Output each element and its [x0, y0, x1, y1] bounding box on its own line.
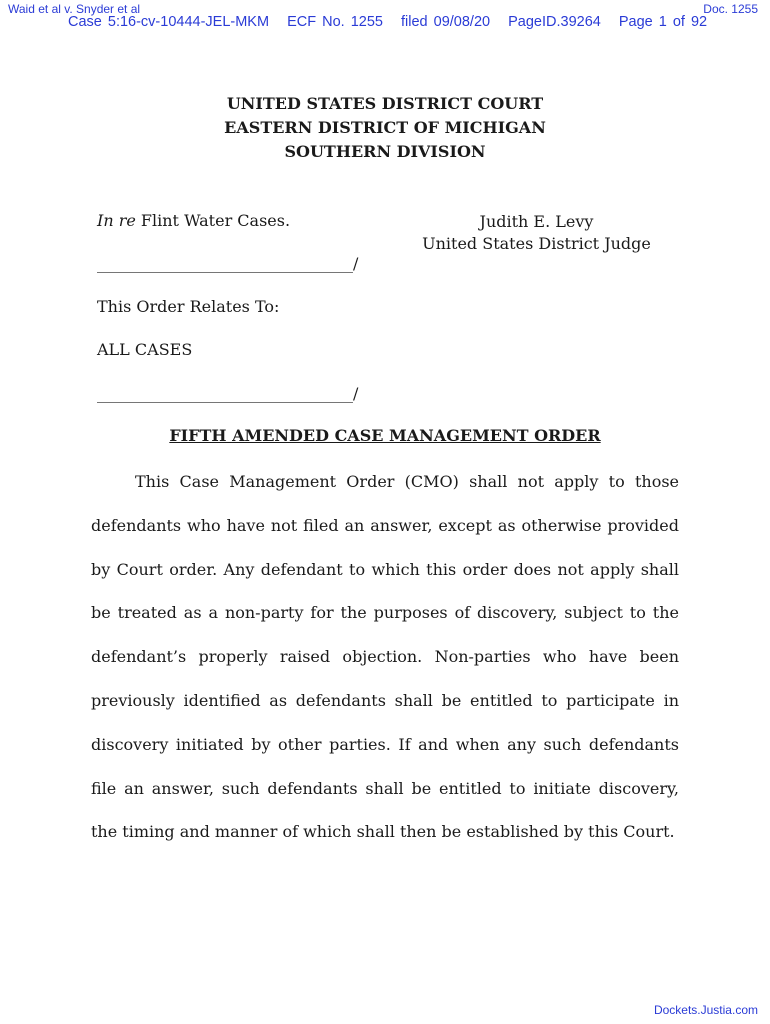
doc-number: Doc. 1255	[703, 2, 758, 16]
in-re-italic: In re	[97, 211, 136, 230]
case-caption	[97, 211, 290, 230]
judge-name: Judith E. Levy	[479, 212, 594, 231]
case-party-header: Waid et al v. Snyder et al	[8, 2, 141, 16]
court-line-1: UNITED STATES DISTRICT COURT	[226, 94, 544, 113]
court-line-3: SOUTHERN DIVISION	[284, 142, 486, 161]
relates-to: This Order Relates To:	[97, 297, 280, 316]
order-title: FIFTH AMENDED CASE MANAGEMENT ORDER	[169, 426, 601, 445]
body-paragraph: This Case Management Order (CMO) shall not apply to those defendants who have not filed an answer, except as otherwise provided by Court order. Any defendant to which this order does not apply shall be treated as a non-party for the purposes of discovery, subject to the defendant’s properly raised objection. Non-parties who have been previously identified as defendants shall be entitled to participate in discovery initiated by other parties. If and when any such defendants file an answer, such defendants shall be entitled to initiate discovery, the timing and manner of which shall then be established by this Court.	[91, 472, 679, 842]
case-number: Case 5:16-cv-10444-JEL-MKM	[68, 14, 270, 30]
page-count: Page 1 of 92	[618, 14, 708, 30]
all-cases: ALL CASES	[97, 340, 193, 359]
caption-rule-2: ________________________________/	[97, 384, 359, 403]
page-id: PageID.39264	[508, 14, 601, 30]
court-line-2: EASTERN DISTRICT OF MICHIGAN	[224, 118, 546, 137]
ecf-number: ECF No. 1255	[287, 14, 383, 30]
caption-rule-1: ________________________________/	[97, 254, 359, 273]
filed-date: filed 09/08/20	[401, 14, 491, 30]
justia-footer-link[interactable]: Dockets.Justia.com	[653, 1003, 758, 1017]
case-caption-rest: Flint Water Cases.	[135, 211, 291, 230]
judge-title: United States District Judge	[422, 234, 651, 253]
court-heading	[0, 92, 770, 164]
judge-block	[420, 211, 653, 255]
ecf-header-line	[68, 14, 707, 30]
